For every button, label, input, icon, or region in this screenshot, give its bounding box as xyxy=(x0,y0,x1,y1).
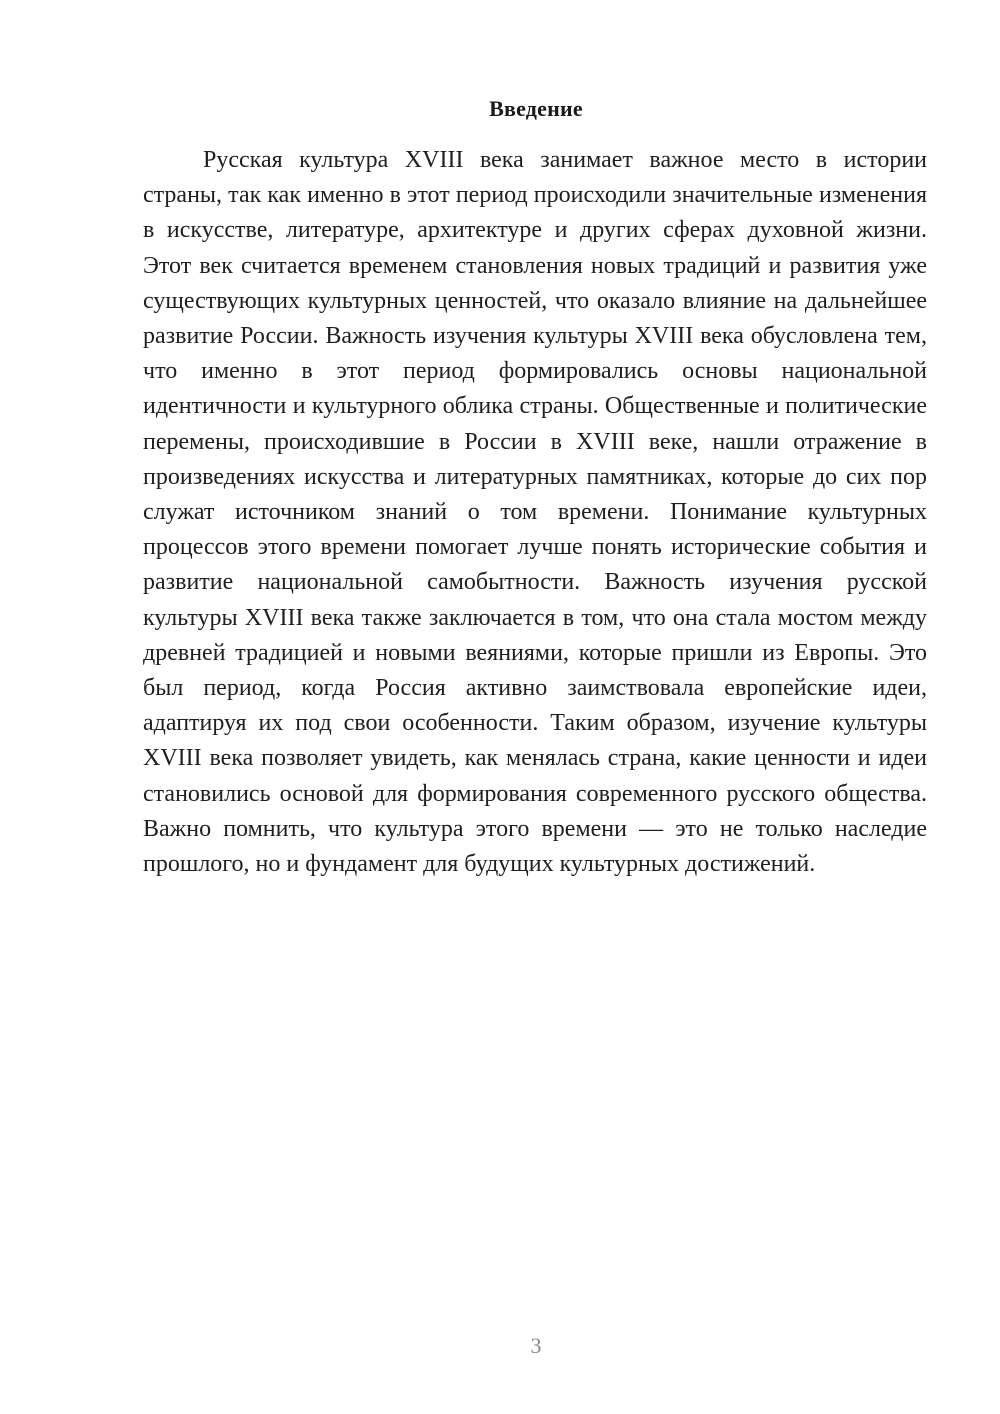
body-paragraph: Русская культура XVIII века занимает важное место в истории страны, так как именно в этот период происходили значительные изменения в искусстве, литературе, архитектуре и других сферах духовной жизни. Этот век считается временем становления новых традиций и развития уже существующих культурных ценностей, что оказало влияние на дальнейшее развитие России. Важность изучения культуры XVIII века обусловлена тем, что именно в этот период формировались основы национальной идентичности и культурного облика страны. Общественные и политические перемены, происходившие в России в XVIII веке, нашли отражение в произведениях искусства и литературных памятниках, которые до сих пор служат источником знаний о том времени. Понимание культурных процессов этого времени помогает лучше понять исторические события и развитие национальной самобытности. Важность изучения русской культуры XVIII века также заключается в том, что она стала мостом между древней традицией и новыми веяниями, которые пришли из Европы. Это был период, когда Россия активно заимствовала европейские идеи, адаптируя их под свои особенности. Таким образом, изучение культуры XVIII века позволяет увидеть, как менялась страна, какие ценности и идеи становились основой для формирования современного русского общества. Важно помнить, что культура этого времени — это не только наследие прошлого, но и фундамент для будущих культурных достижений. xyxy=(143,147,927,878)
section-heading: Введение xyxy=(489,96,583,121)
page-number: 3 xyxy=(530,1333,542,1358)
